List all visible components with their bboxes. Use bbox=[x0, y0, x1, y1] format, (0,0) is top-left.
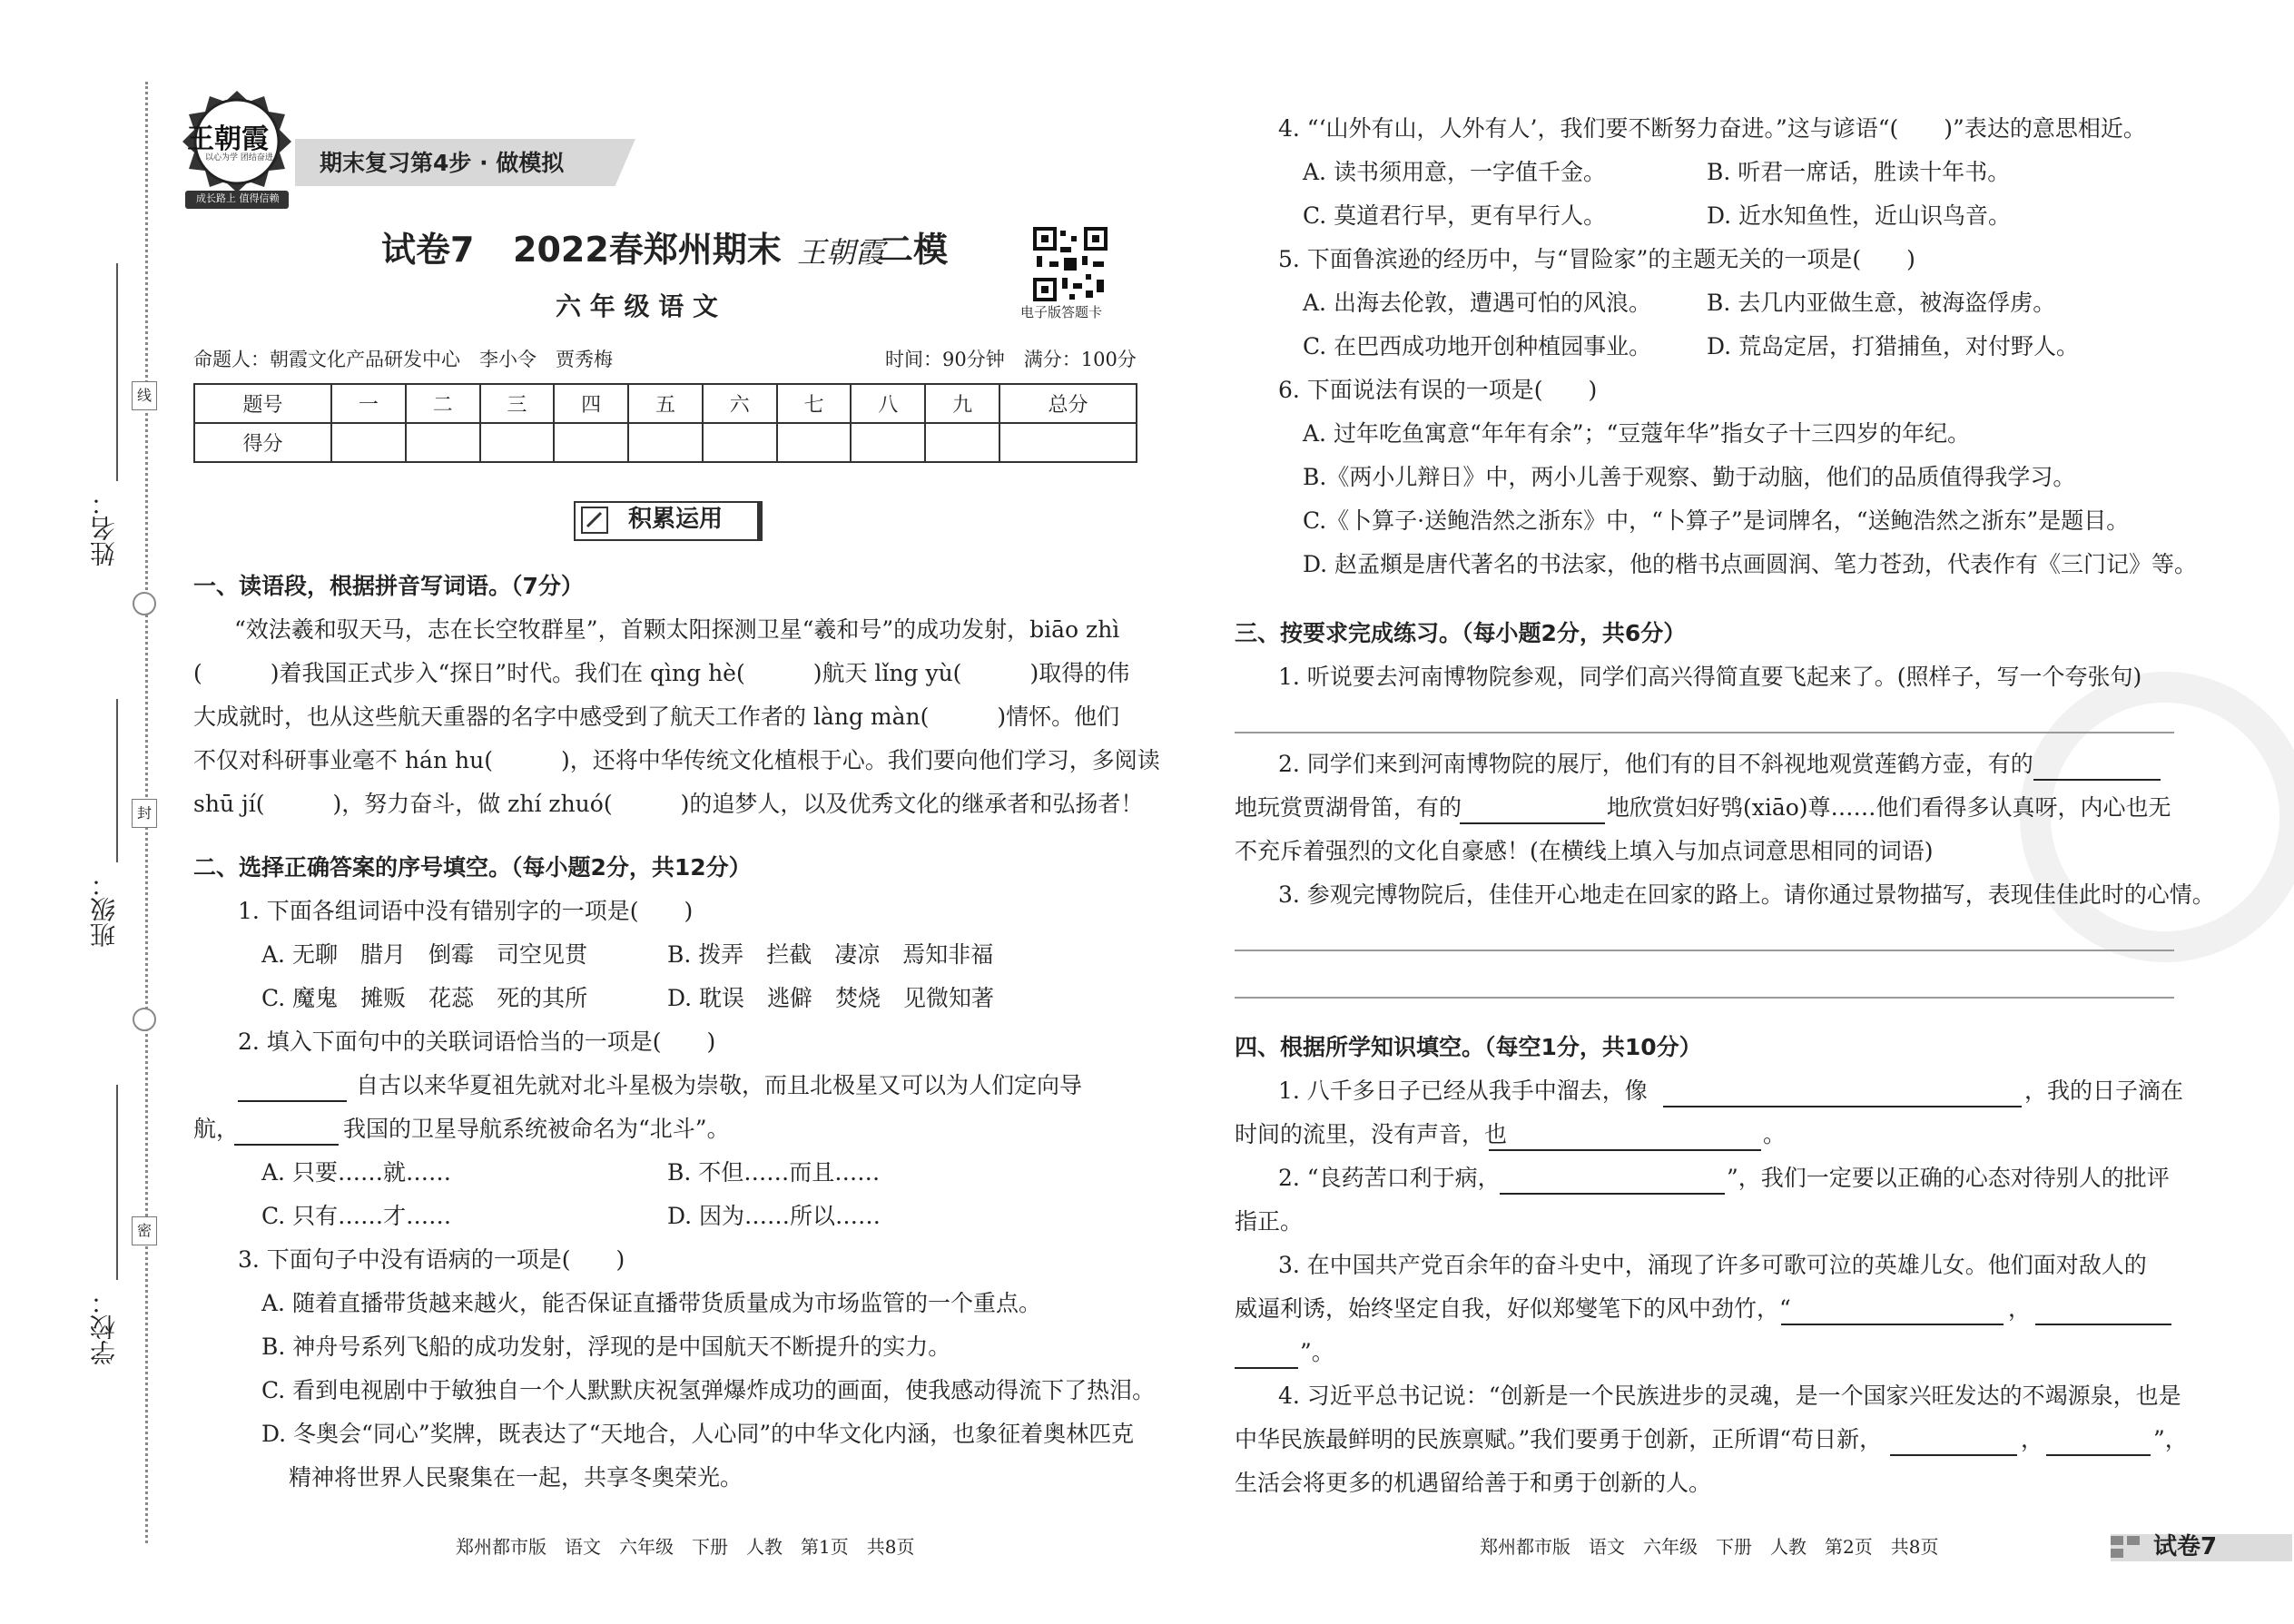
score-cell: 题号 bbox=[194, 384, 331, 423]
paper-number: 试卷7 bbox=[381, 230, 475, 270]
q3-title: 三、按要求完成练习。（每小题2分，共6分） bbox=[1235, 620, 1687, 646]
banner-text: 期末复习第4步 · 做模拟 bbox=[320, 150, 565, 176]
q4-title: 四、根据所学知识填空。（每空1分，共10分） bbox=[1235, 1034, 1702, 1060]
q4-4-comma: ， bbox=[2021, 1426, 2044, 1452]
q2-6-option-a: A. 过年吃鱼寓意“年年有余”；“豆蔻年华”指女子十三四岁的年纪。 bbox=[1303, 420, 1971, 447]
answer-blank[interactable] bbox=[1663, 1084, 2022, 1107]
q2-2-line2-end: 我国的卫星导航系统被命名为“北斗”。 bbox=[343, 1116, 730, 1142]
q1-line: “效法羲和驭天马，志在长空牧群星”，首颗太阳探测卫星“羲和号”的成功发射，biāo zhì bbox=[234, 616, 1120, 643]
notebook-icon bbox=[581, 507, 608, 534]
q2-1-option-d: D. 耽误 逃僻 焚烧 见微知著 bbox=[667, 985, 995, 1011]
q2-4-option-a: A. 读书须用意，一字值千金。 bbox=[1303, 159, 1606, 185]
score-cell: 总分 bbox=[999, 384, 1137, 423]
q4-2-mid: ”，我们一定要以正确的心态对待别人的批评 bbox=[1727, 1165, 2170, 1191]
q4-3-line1: 3. 在中国共产党百余年的奋斗史中，涌现了许多可歌可泣的英雄儿女。他们面对敌人的 bbox=[1278, 1252, 2147, 1278]
corner-deco bbox=[2111, 1536, 2123, 1545]
school-label: 学校： bbox=[89, 1289, 119, 1365]
score-cell: 六 bbox=[703, 384, 777, 423]
corner-deco bbox=[2111, 1549, 2123, 1558]
score-input-cell[interactable] bbox=[480, 423, 555, 462]
q2-1-stem: 1. 下面各组词语中没有错别字的一项是( ) bbox=[238, 898, 694, 924]
score-input-cell[interactable] bbox=[999, 423, 1137, 462]
binding-ring-icon bbox=[133, 1008, 156, 1031]
score-input-cell[interactable] bbox=[554, 423, 628, 462]
score-table bbox=[193, 383, 1137, 463]
q2-1-option-b: B. 拨弄 拦截 凄凉 焉知非福 bbox=[667, 941, 994, 968]
score-input-cell[interactable] bbox=[628, 423, 703, 462]
q1-line: shū jí( )，努力奋斗，做 zhí zhuó( )的追梦人，以及优秀文化的继承者和弘扬者！ bbox=[193, 791, 1144, 817]
q4-1-line2: 时间的流里，没有声音，也 bbox=[1235, 1121, 1508, 1147]
q4-4-line1: 4. 习近平总书记说：“创新是一个民族进步的灵魂，是一个国家兴旺发达的不竭源泉，也是 bbox=[1278, 1383, 2181, 1409]
q1-line: 不仅对科研事业毫不 hán hu( )，还将中华传统文化植根于心。我们要向他们学习，多阅读 bbox=[193, 747, 1160, 773]
q2-5-option-d: D. 荒岛定居，打猎捕鱼，对付野人。 bbox=[1707, 333, 2080, 359]
brand-name: 王朝霞 bbox=[187, 123, 269, 155]
q2-2-stem: 2. 填入下面句中的关联词语恰当的一项是( ) bbox=[238, 1029, 716, 1055]
q4-1-start: 1. 八千多日子已经从我手中溜去，像 bbox=[1278, 1078, 1648, 1104]
q2-3-option-d-cont: 精神将世界人民聚集在一起，共享冬奥荣光。 bbox=[289, 1464, 743, 1491]
name-line bbox=[116, 263, 118, 481]
q2-6-option-b: B.《两小儿辩日》中，两小儿善于观察、勤于动脑，他们的品质值得我学习。 bbox=[1303, 464, 2076, 490]
answer-blank[interactable] bbox=[2046, 1432, 2151, 1456]
cut-mark-xian: 线 bbox=[132, 381, 157, 410]
q2-6-option-c: C.《卜算子·送鲍浩然之浙东》中，“卜算子”是词牌名，“送鲍浩然之浙东”是题目。 bbox=[1303, 507, 2130, 534]
q3-1-stem: 1. 听说要去河南博物院参观，同学们高兴得简直要飞起来了。(照样子，写一个夸张句) bbox=[1278, 664, 2142, 690]
q4-3-end: ”。 bbox=[1300, 1339, 1334, 1365]
q2-4-option-d: D. 近水知鱼性，近山识鸟音。 bbox=[1707, 202, 2012, 229]
q2-5-option-b: B. 去几内亚做生意，被海盗俘虏。 bbox=[1707, 290, 2056, 316]
corner-tag: 试卷7 bbox=[2153, 1533, 2218, 1560]
answer-blank[interactable] bbox=[1235, 1345, 1298, 1369]
q4-2-start: 2. “良药苦口利于病， bbox=[1278, 1165, 1501, 1191]
q2-4-option-c: C. 莫道君行早，更有早行人。 bbox=[1303, 202, 1607, 229]
title-suffix: 二模 bbox=[879, 230, 949, 270]
q2-2-line2-start: 航， bbox=[193, 1116, 240, 1142]
score-cell: 九 bbox=[925, 384, 999, 423]
score-input-cell[interactable] bbox=[777, 423, 852, 462]
brand-motto-bottom: 成长路上 值得信赖 bbox=[196, 192, 280, 204]
q2-6-option-d: D. 赵孟頫是唐代著名的书法家，他的楷书点画圆润、笔力苍劲，代表作有《三门记》等。 bbox=[1303, 551, 2198, 577]
q2-3-option-b: B. 神舟号系列飞船的成功发射，浮现的是中国航天不断提升的实力。 bbox=[261, 1334, 951, 1360]
score-table-score-row bbox=[194, 423, 1137, 462]
q2-2-option-d: D. 因为……所以…… bbox=[667, 1203, 881, 1229]
score-input-cell[interactable] bbox=[331, 423, 406, 462]
answer-blank[interactable] bbox=[238, 1078, 347, 1102]
score-cell: 八 bbox=[851, 384, 925, 423]
author-line: 命题人：朝霞文化产品研发中心 李小令 贾秀梅 bbox=[193, 349, 613, 370]
left-footer: 郑州都市版 语文 六年级 下册 人教 第1页 共8页 bbox=[456, 1536, 915, 1558]
q4-4-close: ”， bbox=[2153, 1426, 2188, 1452]
q3-2-line2-start: 地玩赏贾湖骨笛，有的 bbox=[1235, 794, 1462, 821]
answer-blank[interactable] bbox=[1460, 801, 1605, 824]
q2-5-option-c: C. 在巴西成功地开创种植园事业。 bbox=[1303, 333, 1652, 359]
class-label: 班级： bbox=[89, 871, 119, 948]
q3-2-line3: 不充斥着强烈的文化自豪感！(在横线上填入与加点词意思相同的词语) bbox=[1235, 838, 1934, 864]
score-input-cell[interactable] bbox=[703, 423, 777, 462]
q2-2-option-b: B. 不但……而且…… bbox=[667, 1159, 881, 1186]
q3-3-stem: 3. 参观完博物院后，佳佳开心地走在回家的路上。请你通过景物描写，表现佳佳此时的心情。 bbox=[1278, 881, 2215, 908]
score-cell: 三 bbox=[480, 384, 555, 423]
paper-title: 2022春郑州期末 bbox=[513, 230, 782, 270]
corner-deco bbox=[2127, 1536, 2140, 1545]
qr-code-icon bbox=[1033, 227, 1108, 301]
q2-2-line1: 自古以来华夏祖先就对北斗星极为崇敬，而且北极星又可以为人们定向导 bbox=[356, 1072, 1083, 1098]
school-line bbox=[116, 1085, 118, 1280]
q2-4-option-b: B. 听君一席话，胜读十年书。 bbox=[1707, 159, 2011, 185]
q2-1-option-c: C. 魔鬼 摊贩 花蕊 死的其所 bbox=[261, 985, 588, 1011]
q2-3-option-a: A. 随着直播带货越来越火，能否保证直播带货质量成为市场监管的一个重点。 bbox=[261, 1290, 1041, 1316]
score-cell: 得分 bbox=[194, 423, 331, 462]
q4-1-end: 。 bbox=[1763, 1121, 1787, 1147]
answer-line[interactable] bbox=[1235, 950, 2174, 951]
q2-5-stem: 5. 下面鲁滨逊的经历中，与“冒险家”的主题无关的一项是( ) bbox=[1278, 246, 1915, 272]
answer-blank[interactable] bbox=[1500, 1171, 1725, 1195]
answer-blank[interactable] bbox=[1489, 1127, 1761, 1151]
q3-2-line1: 2. 同学们来到河南博物院的展厅，他们有的目不斜视地观赏莲鹤方壶，有的 bbox=[1278, 751, 2033, 777]
q3-2-line2-end: 地欣赏妇好鸮(xiāo)尊……他们看得多认真呀，内心也无 bbox=[1607, 794, 2171, 821]
name-label: 姓名： bbox=[89, 490, 119, 566]
class-line bbox=[116, 699, 118, 862]
right-footer: 郑州都市版 语文 六年级 下册 人教 第2页 共8页 bbox=[1480, 1536, 1939, 1558]
answer-line[interactable] bbox=[1235, 997, 2174, 999]
q2-3-stem: 3. 下面句子中没有语病的一项是( ) bbox=[238, 1246, 625, 1273]
score-table-header-row bbox=[194, 384, 1137, 423]
section-banner-title: 积累运用 bbox=[628, 506, 724, 533]
q2-5-option-a: A. 出海去伦敦，遭遇可怕的风浪。 bbox=[1303, 290, 1651, 316]
answer-blank[interactable] bbox=[234, 1122, 339, 1146]
answer-blank[interactable] bbox=[1890, 1432, 2017, 1456]
score-cell: 二 bbox=[406, 384, 480, 423]
score-cell: 七 bbox=[777, 384, 852, 423]
q2-1-option-a: A. 无聊 腊月 倒霉 司空见贯 bbox=[261, 941, 587, 968]
q2-3-option-c: C. 看到电视剧中于敏独自一个人默默庆祝氢弹爆炸成功的画面，使我感动得流下了热泪。 bbox=[261, 1377, 1156, 1403]
qr-caption: 电子版答题卡 bbox=[1020, 304, 1103, 320]
q4-2-end: 指正。 bbox=[1235, 1208, 1304, 1235]
score-input-cell[interactable] bbox=[851, 423, 925, 462]
time-score: 时间：90分钟 满分：100分 bbox=[885, 349, 1137, 370]
q2-6-stem: 6. 下面说法有误的一项是( ) bbox=[1278, 377, 1598, 403]
score-input-cell[interactable] bbox=[925, 423, 999, 462]
answer-blank[interactable] bbox=[1781, 1302, 2004, 1325]
score-input-cell[interactable] bbox=[406, 423, 480, 462]
score-cell: 四 bbox=[554, 384, 628, 423]
q4-4-line2: 中华民族最鲜明的民族禀赋。”我们要勇于创新，正所谓“苟日新， bbox=[1235, 1426, 1883, 1452]
q2-4-stem: 4. “‘山外有山，人外有人’，我们要不断努力奋进。”这与谚语“( )”表达的意思相近。 bbox=[1278, 115, 2146, 142]
q4-3-line2: 威逼利诱，始终坚定自我，好似郑燮笔下的风中劲竹，“ bbox=[1235, 1295, 1791, 1322]
answer-blank[interactable] bbox=[2035, 1302, 2171, 1325]
q4-3-comma: ， bbox=[2008, 1295, 2032, 1322]
q1-line: ( )着我国正式步入“探日”时代。我们在 qìng hè( )航天 lǐng yù( )取得的伟 bbox=[193, 660, 1130, 686]
q4-1-mid: ，我的日子滴在 bbox=[2024, 1078, 2184, 1104]
q4-4-line3: 生活会将更多的机遇留给善于和勇于创新的人。 bbox=[1235, 1470, 1712, 1496]
q2-2-option-c: C. 只有……才…… bbox=[261, 1203, 452, 1229]
q2-2-option-a: A. 只要……就…… bbox=[261, 1159, 451, 1186]
q2-title: 二、选择正确答案的序号填空。（每小题2分，共12分） bbox=[193, 854, 752, 881]
cut-mark-feng: 封 bbox=[132, 799, 157, 828]
brand-motto-top: 以心为学 团结奋进 bbox=[205, 153, 273, 162]
binding-ring-icon bbox=[133, 592, 156, 615]
score-cell: 一 bbox=[331, 384, 406, 423]
cut-mark-mi: 密 bbox=[132, 1216, 157, 1245]
q1-title: 一、读语段，根据拼音写词语。（7分） bbox=[193, 573, 584, 599]
paper-subtitle: 六 年 级 语 文 bbox=[556, 291, 718, 321]
q1-line: 大成就时，也从这些航天重器的名字中感受到了航天工作者的 làng màn( )情怀。他们 bbox=[193, 704, 1120, 730]
answer-line[interactable] bbox=[1235, 732, 2174, 733]
title-brand: 王朝霞 bbox=[797, 235, 885, 270]
q2-3-option-d: D. 冬奥会“同心”奖牌，既表达了“天地合，人心同”的中华文化内涵，也象征着奥林匹克 bbox=[261, 1421, 1135, 1447]
answer-blank[interactable] bbox=[2033, 757, 2161, 781]
score-cell: 五 bbox=[628, 384, 703, 423]
